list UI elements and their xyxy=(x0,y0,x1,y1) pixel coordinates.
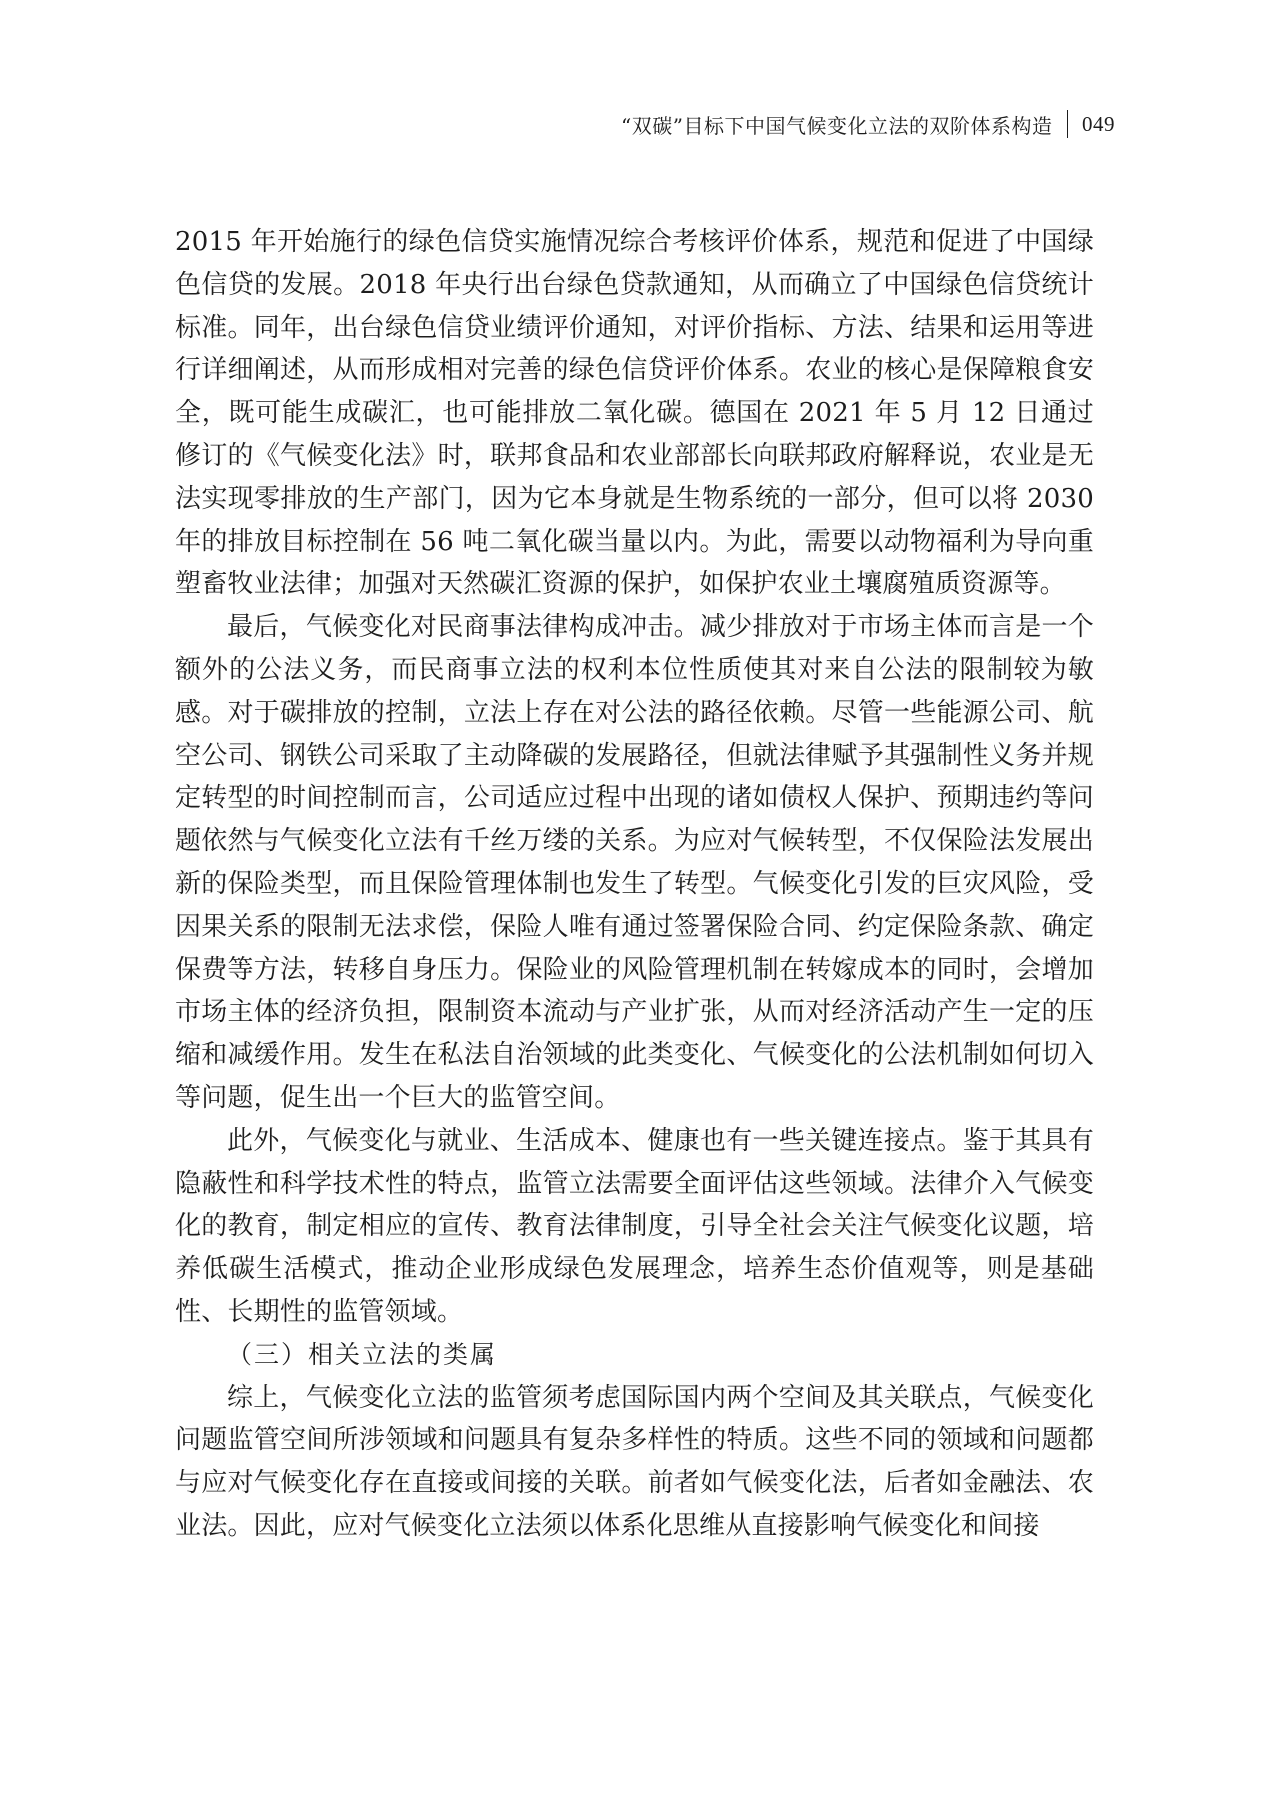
paragraph-continuation: 2015 年开始施行的绿色信贷实施情况综合考核评价体系，规范和促进了中国绿色信贷的发展。2018 年央行出台绿色贷款通知，从而确立了中国绿色信贷统计标准。同年，出台绿色信贷业绩评价通知，对评价指标、方法、结果和运用等进行详细阐述，从而形成相对完善的绿色信贷评价体系。农业的核心是保障粮食安全，既可能生成碳汇，也可能排放二氧化碳。德国在 2021 年 5 月 12 日通过修订的《气候变化法》时，联邦食品和农业部部长向联邦政府解释说，农业是无法实现零排放的生产部门，因为它本身就是生物系统的一部分，但可以将 2030 年的排放目标控制在 56 吨二氧化碳当量以内。为此，需要以动物福利为导向重塑畜牧业法律；加强对天然碳汇资源的保护，如保护农业土壤腐殖质资源等。 xyxy=(175,227,1094,600)
paragraph-summary: 综上，气候变化立法的监管须考虑国际国内两个空间及其关联点，气候变化问题监管空间所涉领域和问题具有复杂多样性的特质。这些不同的领域和问题都与应对气候变化存在直接或间接的关联。前者如气候变化法，后者如金融法、农业法。因此，应对气候变化立法须以体系化思维从直接影响气候变化和间接 xyxy=(175,1382,1094,1541)
page-number: 049 xyxy=(1082,111,1115,136)
running-title: “双碳”目标下中国气候变化立法的双阶体系构造 xyxy=(621,113,1053,138)
body-text xyxy=(175,221,1094,1548)
paragraph-employment-health: 此外，气候变化与就业、生活成本、健康也有一些关键连接点。鉴于其具有隐蔽性和科学技术性的特点，监管立法需要全面评估这些领域。法律介入气候变化的教育，制定相应的宣传、教育法律制度，引导全社会关注气候变化议题，培养低碳生活模式，推动企业形成绿色发展理念，培养生态价值观等，则是基础性、长期性的监管领域。 xyxy=(175,1125,1094,1327)
section-heading: （三）相关立法的类属 xyxy=(227,1339,498,1369)
header-divider xyxy=(1067,110,1069,138)
running-header xyxy=(621,108,1115,140)
paragraph-civil-commercial-law: 最后，气候变化对民商事法律构成冲击。减少排放对于市场主体而言是一个额外的公法义务，而民商事立法的权利本位性质使其对来自公法的限制较为敏感。对于碳排放的控制，立法上存在对公法的路径依赖。尽管一些能源公司、航空公司、钢铁公司采取了主动降碳的发展路径，但就法律赋予其强制性义务并规定转型的时间控制而言，公司适应过程中出现的诸如债权人保护、预期违约等问题依然与气候变化立法有千丝万缕的关系。为应对气候转型，不仅保险法发展出新的保险类型，而且保险管理体制也发生了转型。气候变化引发的巨灾风险，受因果关系的限制无法求偿，保险人唯有通过签署保险合同、约定保险条款、确定保费等方法，转移自身压力。保险业的风险管理机制在转嫁成本的同时，会增加市场主体的经济负担，限制资本流动与产业扩张，从而对经济活动产生一定的压缩和减缓作用。发生在私法自治领域的此类变化、气候变化的公法机制如何切入等问题，促生出一个巨大的监管空间。 xyxy=(175,612,1094,1113)
